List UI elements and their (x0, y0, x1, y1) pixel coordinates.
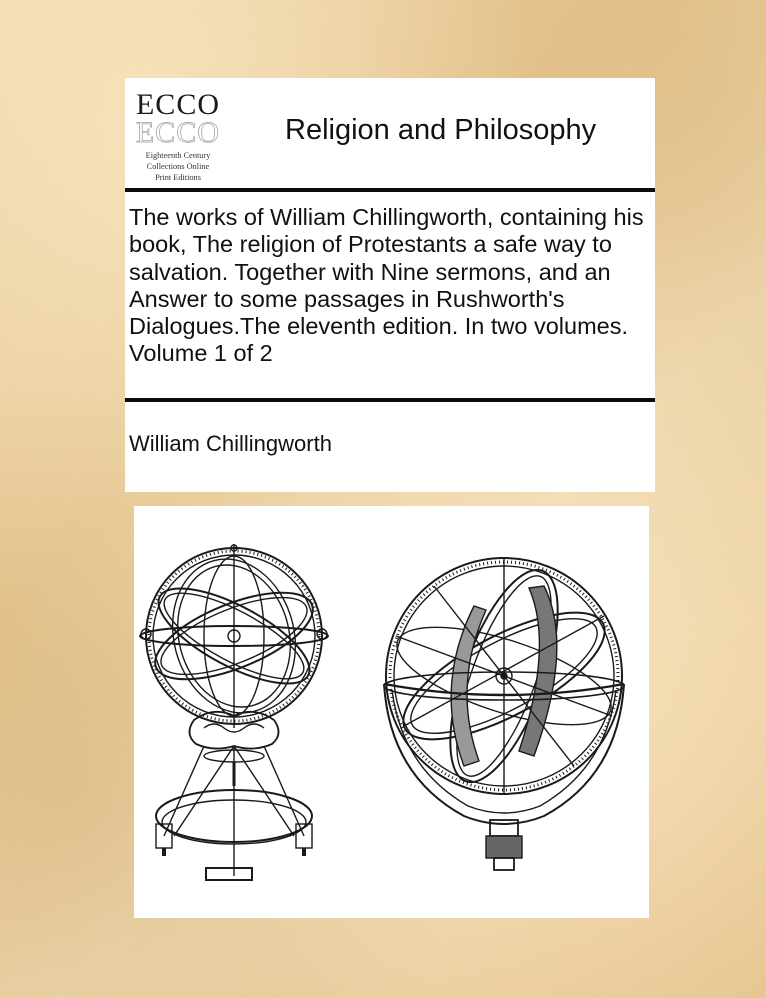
illustration-panel (134, 506, 649, 918)
armillary-sphere-in-bowl-icon (384, 557, 624, 870)
bottom-divider (125, 398, 655, 402)
logo-line-3: Print Editions (155, 173, 201, 182)
logo-wordmark-reflection: ECCO (135, 116, 220, 149)
author-name: William Chillingworth (129, 431, 332, 456)
armillary-sphere-on-stand-icon (140, 544, 328, 880)
top-divider (125, 188, 655, 192)
series-title: Religion and Philosophy (285, 114, 597, 146)
book-title: The works of William Chillingworth, containing his book, The religion of Protestants a safe way to salvation. Together with Nine sermons, and an Answer to some passages in Rushworth's Dialogues.The eleventh edition. In two volumes. Volume 1 of 2 (129, 204, 644, 367)
logo-line-1: Eighteenth Century (145, 151, 211, 160)
ecco-logo (135, 88, 221, 188)
logo-wordmark: ECCO (135, 88, 220, 121)
cover-panel (125, 78, 655, 492)
logo-line-2: Collections Online (146, 162, 210, 171)
